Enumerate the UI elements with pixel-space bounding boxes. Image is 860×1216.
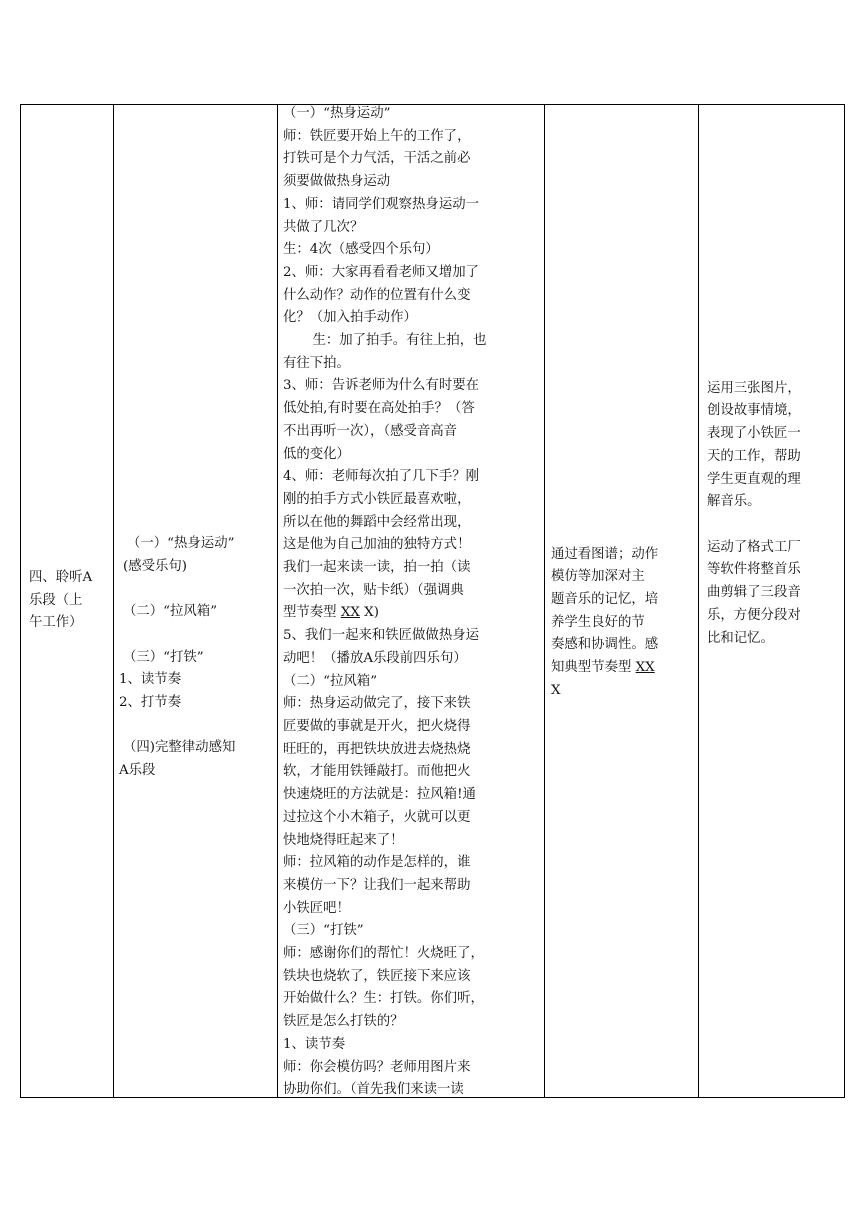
- activity-line: 有往下拍。: [283, 355, 350, 371]
- section-title-line-1: 四、聆听A: [29, 569, 93, 585]
- activity-line: 铁块也烧软了，铁匠接下来应该: [283, 968, 471, 984]
- rhythm-pattern: XX: [340, 605, 360, 621]
- design-line: 养学生良好的节: [551, 614, 645, 630]
- activity-line: 师：感谢你们的帮忙！火烧旺了，: [283, 946, 484, 962]
- activity-line: 不出再听一次），（感受音高音: [283, 423, 458, 439]
- step-forging-title: （三）“打铁”: [123, 649, 204, 665]
- step-forging-read: 1、读节奏: [119, 672, 182, 688]
- design-intent-cell: [545, 105, 699, 1098]
- design-rhythm-pattern: XX: [635, 660, 655, 676]
- design-line: 通过看图谱；动作: [551, 546, 659, 562]
- activity-line: 生：加了拍手。有往上拍，也: [312, 333, 487, 349]
- activity-line: 共做了几次？: [283, 219, 364, 235]
- activity-line: 快速烧旺的方法就是：拉风箱!通: [283, 787, 476, 803]
- activity-line: 所以在他的舞蹈中会经常出现，: [283, 514, 471, 530]
- design-line-text: 知典型节奏型: [551, 660, 636, 676]
- activity-line-text: 型节奏型: [283, 605, 341, 621]
- activity-line: 什么动作？动作的位置有什么变: [283, 287, 471, 303]
- step-warmup-title: （一）“热身运动”: [127, 536, 235, 552]
- steps-cell: [114, 105, 278, 1098]
- note-line: 等软件将整首乐: [707, 562, 801, 578]
- step-full-sub: A乐段: [119, 763, 156, 779]
- step-full-title: （四)完整律动感知: [123, 740, 236, 756]
- step-forging-clap: 2、打节奏: [119, 695, 182, 711]
- activity-line: 协助你们。（首先我们来读一读: [283, 1082, 464, 1097]
- activity-line: 低处拍,有时要在高处拍手？（答: [283, 401, 475, 417]
- activities-cell: [278, 105, 545, 1098]
- note-line: 学生更直观的理: [707, 471, 801, 487]
- activity-line: （三）“打铁”: [283, 923, 364, 939]
- step-warmup-sub: (感受乐句): [123, 558, 188, 574]
- activity-line: 师：热身运动做完了，接下来铁: [283, 696, 471, 712]
- activity-line: 1、师：请同学们观察热身运动一: [283, 196, 479, 212]
- note-line: 表现了小铁匠一: [707, 426, 801, 442]
- activity-line: （一）“热身运动”: [283, 106, 391, 121]
- activity-line: 铁匠是怎么打铁的？: [283, 1014, 404, 1030]
- activity-line: 师：铁匠要开始上午的工作了，: [283, 128, 471, 144]
- activity-line: 来模仿一下？让我们一起来帮助: [283, 877, 471, 893]
- activity-rhythm-line: [283, 602, 538, 625]
- note-line: 乐，方便分段对: [707, 607, 801, 623]
- design-line: 模仿等加深对主: [551, 569, 645, 585]
- note-line: 解音乐。: [707, 494, 761, 510]
- activity-line: 这是他为自己加油的独特方式！: [283, 537, 471, 553]
- activity-line: 旺旺的，再把铁块放进去烧热烧: [283, 741, 471, 757]
- design-line: 奏感和协调性。感: [551, 637, 659, 653]
- activity-line: （二）“拉风箱”: [283, 673, 378, 689]
- activity-line: 快地烧得旺起来了！: [283, 832, 404, 848]
- note-line: 运动了格式工厂: [707, 539, 801, 555]
- activity-line: 动吧！（播放A乐段前四乐句）: [283, 650, 467, 666]
- lesson-plan-table: [20, 104, 845, 1098]
- rhythm-tail: X): [359, 605, 379, 621]
- design-rhythm-tail: X: [551, 682, 561, 698]
- activity-line: 生：4次（感受四个乐句）: [283, 242, 439, 258]
- step-bellows-title: （二）“拉风箱”: [123, 604, 218, 620]
- section-title-line-3: 午工作）: [29, 615, 83, 631]
- note-line: 运用三张图片，: [707, 380, 801, 396]
- activity-line: 小铁匠吧！: [283, 900, 350, 916]
- design-rhythm-line: [551, 657, 693, 680]
- activity-line: 3、师：告诉老师为什么有时要在: [283, 378, 479, 394]
- note-line: 天的工作，帮助: [707, 448, 801, 464]
- activity-line: 4、师：老师每次拍了几下手？刚: [283, 469, 479, 485]
- notes-cell: [699, 105, 845, 1098]
- activity-line: 开始做什么？生：打铁。你们听，: [283, 991, 484, 1007]
- activity-line: 过拉这个小木箱子，火就可以更: [283, 809, 471, 825]
- activity-line: 2、师：大家再看看老师又增加了: [283, 264, 479, 280]
- activity-line: 须要做做热身运动: [283, 174, 391, 190]
- note-line: 创设故事情境，: [707, 403, 801, 419]
- activity-line: 刚的拍手方式小铁匠最喜欢啦，: [283, 491, 471, 507]
- activity-line: 低的变化）: [283, 446, 350, 462]
- activity-line: 师：你会模仿吗？老师用图片来: [283, 1059, 471, 1075]
- note-line: 曲剪辑了三段音: [707, 585, 801, 601]
- activity-line: 一次拍一次，贴卡纸）（强调典: [283, 582, 464, 598]
- activity-line: 我们一起来读一读，拍一拍（读: [283, 560, 471, 576]
- activity-line: 5、我们一起来和铁匠做做热身运: [283, 628, 479, 644]
- note-line: 比和记忆。: [707, 630, 774, 646]
- design-line: 题音乐的记忆，培: [551, 591, 659, 607]
- activity-line: 师：拉风箱的动作是怎样的，谁: [283, 855, 471, 871]
- activity-line: 化？（加入拍手动作）: [283, 310, 417, 326]
- activity-line: 软，才能用铁锤敲打。而他把火: [283, 764, 471, 780]
- section-title-line-2: 乐段（上: [29, 592, 83, 608]
- activity-line: 打铁可是个力气活，干活之前必: [283, 151, 471, 167]
- activity-line: 匠要做的事就是开火，把火烧得: [283, 718, 471, 734]
- activity-line: 1、读节奏: [283, 1036, 346, 1052]
- section-cell: [21, 105, 114, 1098]
- table-row: [21, 105, 845, 1098]
